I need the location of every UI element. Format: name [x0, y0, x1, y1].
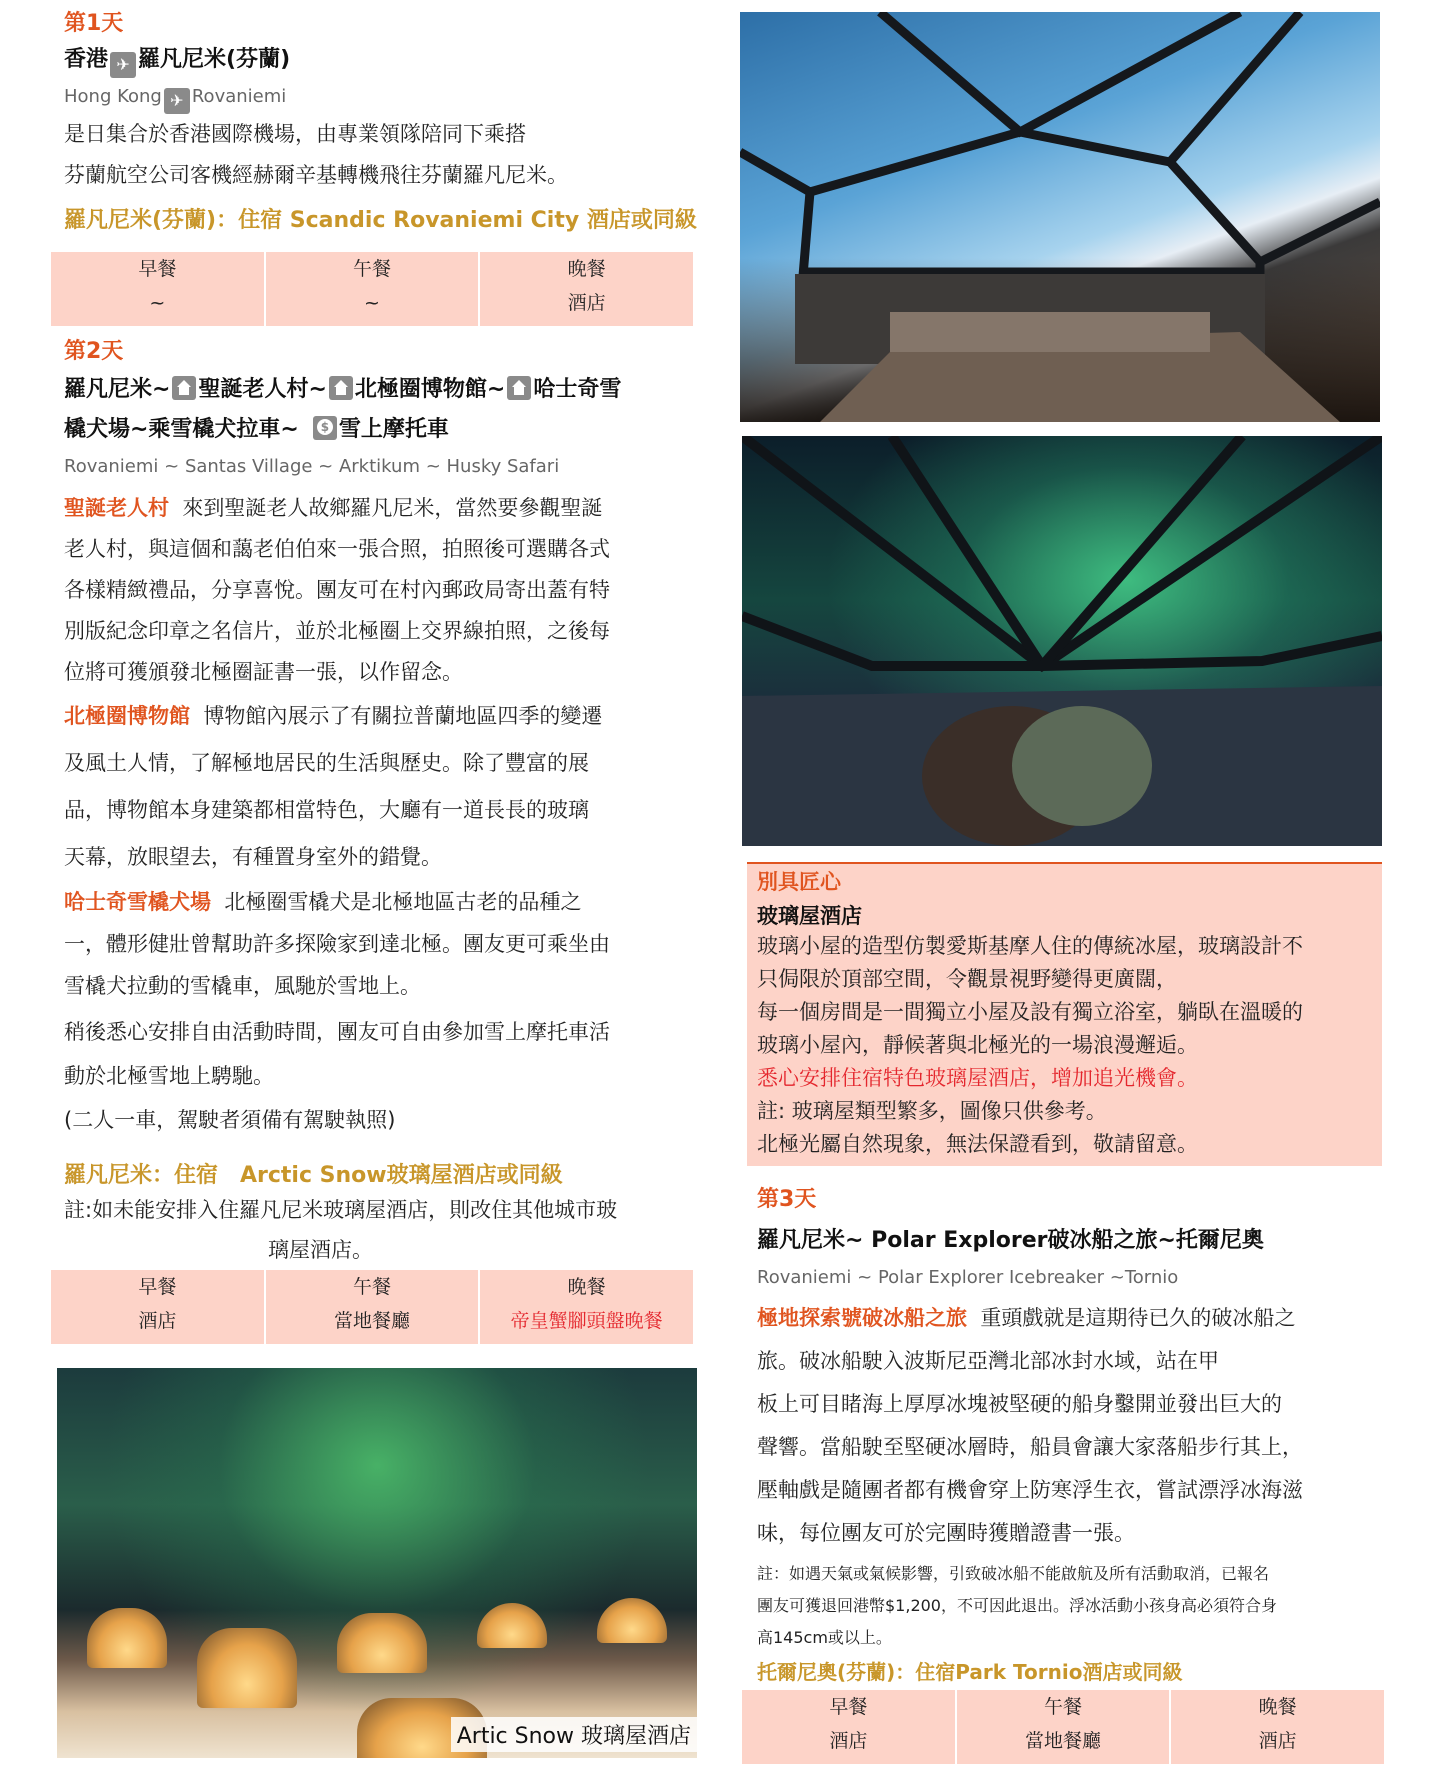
icebreaker-heading: 極地探索號破冰船之旅	[757, 1306, 967, 1330]
day1-route-en-to: Rovaniemi	[191, 86, 287, 107]
day1-route	[64, 40, 290, 80]
husky-line: 稍後悉心安排自由活動時間，團友可自由參加雪上摩托車活	[64, 1020, 610, 1044]
day1-hotel: 羅凡尼米(芬蘭)：住宿 Scandic Rovaniemi City 酒店或同級	[64, 208, 697, 233]
special-label: 別具匠心	[757, 870, 841, 894]
husky-line: 動於北極雪地上騁馳。	[64, 1064, 274, 1088]
day2-title: 第2天	[64, 339, 124, 364]
special-line: 玻璃小屋的造型仿製愛斯基摩人住的傳統冰屋，玻璃設計不	[757, 934, 1303, 958]
day2-note-line2: 璃屋酒店。	[268, 1238, 373, 1262]
special-body	[757, 930, 1382, 1161]
museum-section	[64, 693, 694, 881]
special-line: 每一個房間是一間獨立小屋及設有獨立浴室，躺臥在溫暖的	[757, 1000, 1303, 1024]
icebreaker-line: 壓軸戲是隨團者都有機會穿上防寒浮生衣，嘗試漂浮冰海滋	[757, 1478, 1303, 1502]
special-line: 只侷限於頂部空間，令觀景視野變得更廣闊，	[757, 967, 1177, 991]
plane-icon: ✈	[110, 52, 136, 78]
husky-heading: 哈士奇雪橇犬場	[64, 890, 211, 914]
meal-lunch: 午餐 ~	[266, 252, 481, 326]
day3-title: 第3天	[757, 1187, 817, 1212]
museum-line: 及風土人情，了解極地居民的生活與歷史。除了豐富的展	[64, 751, 589, 775]
meal-lunch: 午餐 當地餐廳	[266, 1270, 481, 1344]
photo-caption: Artic Snow 玻璃屋酒店	[451, 1717, 697, 1752]
icebreaker-line: 板上可目睹海上厚厚冰塊被堅硬的船身鑿開並發出巨大的	[757, 1392, 1282, 1416]
santa-line: 老人村，與這個和藹老伯伯來一張合照，拍照後可選購各式	[64, 537, 610, 561]
house-icon	[172, 376, 196, 400]
day3-note-line: 團友可獲退回港幣$1,200，不可因此退出。浮冰活動小孩身高必須符合身	[757, 1596, 1277, 1615]
day1-title: 第1天	[64, 11, 124, 36]
special-title: 玻璃屋酒店	[757, 904, 862, 928]
day2-route-line1: 羅凡尼米~ 聖誕老人村~ 北極圈博物館~ 哈士奇雪	[64, 377, 622, 402]
santa-line: 各樣精緻禮品，分享喜悅。團友可在村內郵政局寄出蓋有特	[64, 578, 610, 602]
igloo-image	[197, 1628, 297, 1708]
day3-route-en: Rovaniemi ~ Polar Explorer Icebreaker ~Tornio	[757, 1267, 1179, 1288]
icebreaker-line: 聲響。當船駛至堅硬冰層時，船員會讓大家落船步行其上，	[757, 1435, 1303, 1459]
glass-frame-icon	[742, 436, 1382, 846]
museum-heading: 北極圈博物館	[64, 704, 190, 728]
special-note: 註: 玻璃屋類型繁多，圖像只供參考。	[757, 1099, 1107, 1123]
day3-small-note	[757, 1558, 1387, 1654]
plane-icon: ✈	[164, 88, 190, 114]
special-note: 北極光屬自然現象，無法保證看到，敬請留意。	[757, 1132, 1198, 1156]
husky-section	[64, 881, 694, 1141]
special-highlight: 悉心安排住宿特色玻璃屋酒店，增加追光機會。	[757, 1066, 1198, 1090]
day1-line2: 芬蘭航空公司客機經赫爾辛基轉機飛往芬蘭羅凡尼米。	[64, 163, 568, 187]
igloo-village-photo	[57, 1368, 697, 1758]
day1-route-from: 香港	[64, 47, 109, 72]
meal-dinner: 晚餐 帝皇蟹腳頭盤晚餐	[510, 1276, 663, 1332]
icebreaker-line: 重頭戲就是這期待已久的破冰船之	[980, 1306, 1296, 1330]
museum-line: 博物館內展示了有關拉普蘭地區四季的變遷	[203, 704, 603, 728]
husky-line: 雪橇犬拉動的雪橇車，風馳於雪地上。	[64, 974, 421, 998]
santa-line: 位將可獲頒發北極圈証書一張，以作留念。	[64, 660, 463, 684]
santa-heading: 聖誕老人村	[64, 496, 169, 520]
meal-breakfast: 早餐 酒店	[742, 1690, 957, 1764]
day3-meal-table	[742, 1690, 1384, 1764]
igloo-image	[477, 1603, 547, 1648]
museum-line: 天幕，放眼望去，有種置身室外的錯覺。	[64, 845, 442, 869]
santa-line: 別版紀念印章之名信片，並於北極圈上交界線拍照，之後每	[64, 619, 610, 643]
day2-meal-table	[51, 1270, 693, 1344]
husky-line: 一，體形健壯曾幫助許多探險家到達北極。團友更可乘坐由	[64, 932, 610, 956]
icebreaker-line: 味，每位團友可於完團時獲贈證書一張。	[757, 1521, 1135, 1545]
icebreaker-line: 旅。破冰船駛入波斯尼亞灣北部冰封水域，站在甲	[757, 1349, 1219, 1373]
house-icon	[507, 376, 531, 400]
aurora-couple-photo	[742, 436, 1382, 846]
day1-route-en	[64, 86, 286, 114]
money-icon	[313, 416, 337, 440]
day3-hotel: 托爾尼奧(芬蘭)：住宿Park Tornio酒店或同級	[757, 1660, 1183, 1684]
husky-line: (二人一車，駕駛者須備有駕駛執照)	[64, 1108, 396, 1132]
day3-note-line: 註：如遇天氣或氣候影響，引致破冰船不能啟航及所有活動取消，已報名	[757, 1564, 1270, 1583]
day1-route-en-from: Hong Kong	[64, 86, 162, 107]
glass-frame-icon	[740, 12, 1380, 422]
igloo-image	[597, 1598, 667, 1643]
husky-line: 北極圈雪橇犬是北極地區古老的品種之	[224, 890, 582, 914]
igloo-image	[337, 1613, 427, 1673]
day2-route-line2: 橇犬場~乘雪橇犬拉車~$ 雪上摩托車	[64, 410, 449, 450]
santa-section	[64, 488, 694, 693]
glass-igloo-interior-photo	[740, 12, 1380, 422]
museum-line: 品，博物館本身建築都相當特色，大廳有一道長長的玻璃	[64, 798, 589, 822]
house-icon	[329, 376, 353, 400]
icebreaker-section	[757, 1297, 1387, 1555]
special-line: 玻璃小屋內，靜候著與北極光的一場浪漫邂逅。	[757, 1033, 1198, 1057]
day1-route-to: 羅凡尼米(芬蘭)	[138, 47, 291, 72]
meal-breakfast: 早餐 酒店	[51, 1270, 266, 1344]
meal-dinner: 晚餐 酒店	[1258, 1696, 1297, 1752]
day2-hotel: 羅凡尼米：住宿 Arctic Snow玻璃屋酒店或同級	[64, 1163, 563, 1188]
day1-line1: 是日集合於香港國際機場，由專業領隊陪同下乘搭	[64, 122, 526, 146]
day2-note-line1: 註:如未能安排入住羅凡尼米玻璃屋酒店，則改住其他城市玻	[64, 1198, 618, 1222]
day1-meal-table	[51, 252, 693, 326]
day3-note-line: 高145cm或以上。	[757, 1628, 892, 1647]
day2-route-en: Rovaniemi ~ Santas Village ~ Arktikum ~ Husky Safari	[64, 456, 560, 477]
day3-route: 羅凡尼米~ Polar Explorer破冰船之旅~托爾尼奧	[757, 1228, 1264, 1253]
meal-dinner: 晚餐 酒店	[567, 258, 606, 314]
meal-breakfast: 早餐 ~	[51, 252, 266, 326]
igloo-image	[87, 1608, 167, 1668]
meal-lunch: 午餐 當地餐廳	[957, 1690, 1172, 1764]
santa-line: 來到聖誕老人故鄉羅凡尼米，當然要參觀聖誕	[182, 496, 603, 520]
